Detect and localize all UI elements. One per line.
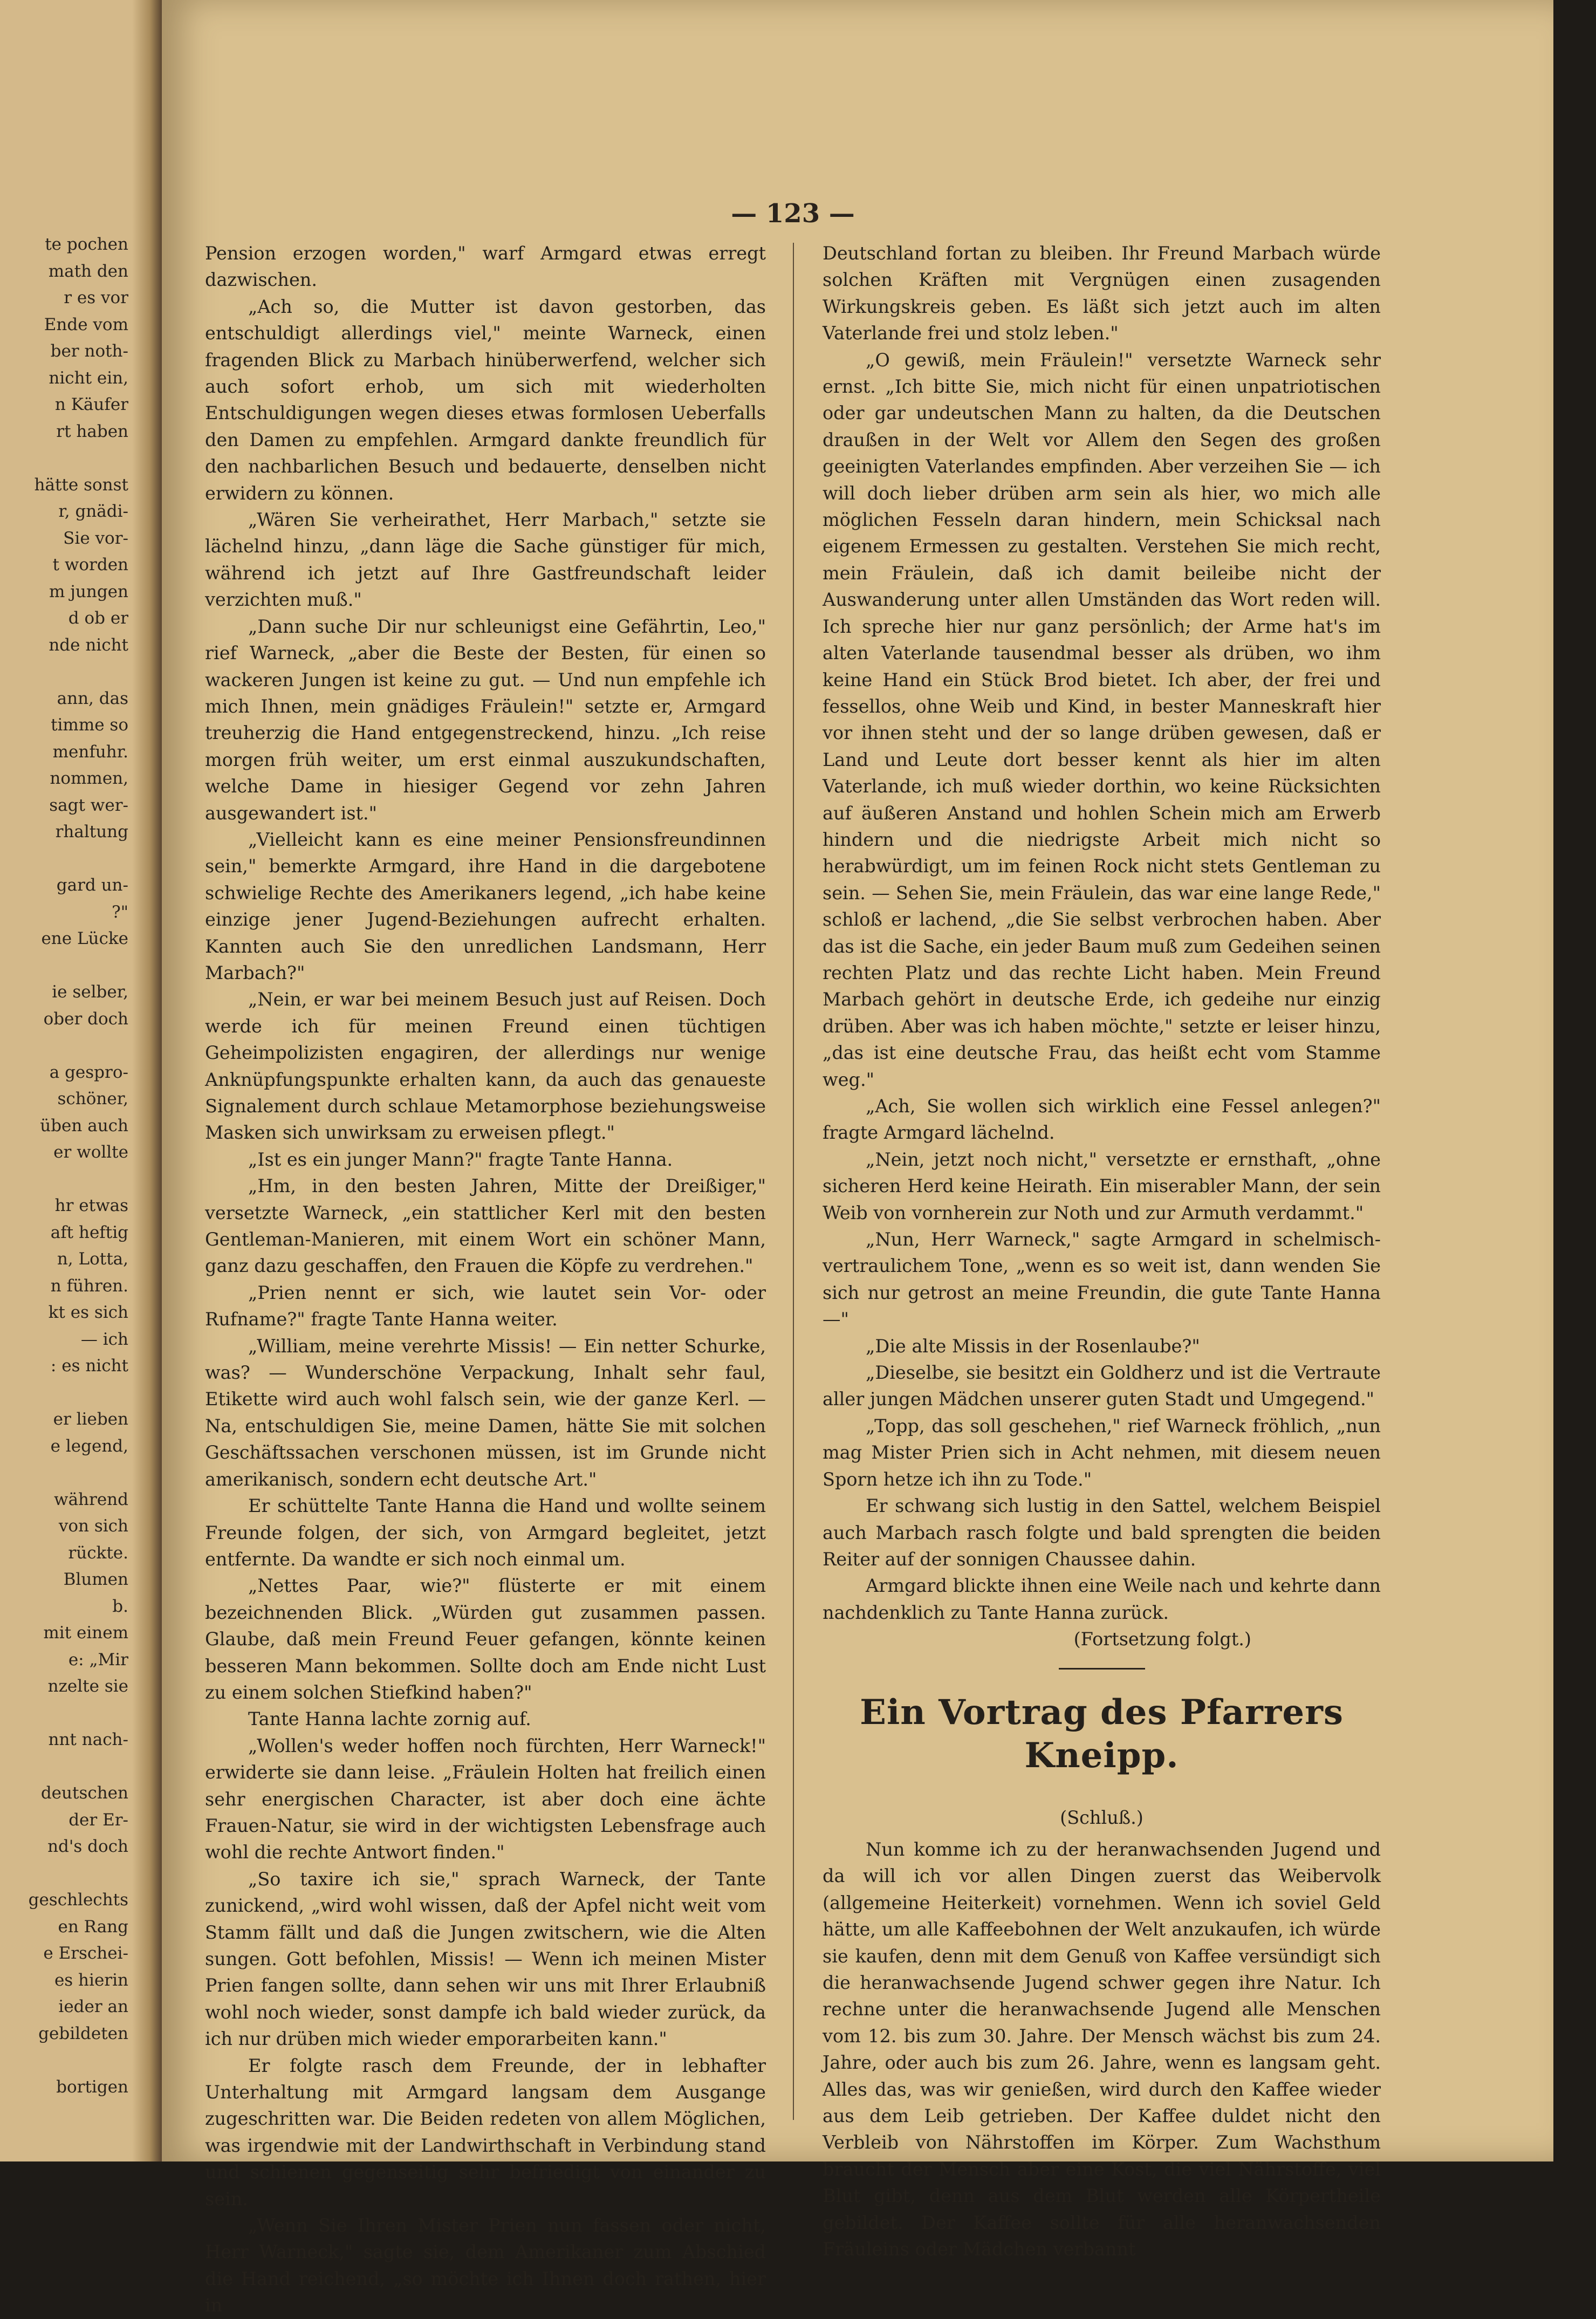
text-column-right: [823, 240, 1381, 2262]
left-line-fragment: m jungen: [49, 582, 128, 601]
left-line-fragment: n führen.: [50, 1276, 128, 1296]
left-line-fragment: b.: [112, 1596, 128, 1616]
left-line-fragment: er lieben: [53, 1410, 128, 1429]
left-line-fragment: kt es sich: [48, 1303, 128, 1322]
left-line-fragment: Blumen: [63, 1570, 128, 1589]
left-line-fragment: t worden: [52, 555, 128, 574]
left-line-fragment: rhaltung: [55, 822, 128, 842]
left-line-fragment: ?": [112, 902, 128, 922]
left-line-fragment: ene Lücke: [41, 929, 128, 948]
paragraph: „Topp, das soll geschehen," rief Warneck fröhlich, „nun mag Mister Prien sich in Acht nehmen, mit diesem neuen Sporn hetze ich ihn zu Tode.": [823, 1415, 1381, 1490]
left-line-fragment: von sich: [58, 1516, 128, 1536]
left-line-fragment: der Er-: [69, 1810, 128, 1830]
paragraph: „Nein, er war bei meinem Besuch just auf Reisen. Doch werde ich für meinen Freund einen tüchtigen Geheimpolizisten engagiren, der allerdings nur wenige Anknüpfungspunkte erhalten kann, da auch das genaueste Signalement durch schlaue Metamorphose beziehungsweise Masken sich unwirksam zu erweisen pflegt.": [205, 989, 766, 1144]
paragraph: Pension erzogen worden," warf Armgard etwas erregt dazwischen.: [205, 243, 766, 291]
left-line-fragment: er wollte: [53, 1143, 128, 1162]
left-line-fragment: nd's doch: [47, 1837, 128, 1856]
left-line-fragment: bortigen: [56, 2077, 128, 2097]
left-line-fragment: ober doch: [43, 1009, 128, 1029]
paragraph: „William, meine verehrte Missis! — Ein netter Schurke, was? — Wunderschöne Verpackung, Inhalt sehr faul, Etikette wird auch wohl falsch sein, wie der ganze Kerl. — Na, entschuldigen Sie, meine Damen, hätte Sie mit solchen Geschäftssachen verschonen müssen, ist im Grunde nicht amerikanisch, sondern echt deutsche Art.": [205, 1335, 766, 1490]
left-line-fragment: schöner,: [57, 1089, 128, 1109]
left-line-fragment: aft heftig: [50, 1222, 128, 1242]
left-line-fragment: ieder an: [58, 1997, 128, 2016]
paragraph: „Hm, in den besten Jahren, Mitte der Dreißiger," versetzte Warneck, „ein stattlicher Kerl mit den besten Gentleman-Manieren, mit einem Wort ein schöner Mann, ganz dazu geschaffen, den Frauen die Köpfe zu verdrehen.": [205, 1175, 766, 1277]
paragraph: „Vielleicht kann es eine meiner Pensionsfreundinnen sein," bemerkte Armgard, ihre Hand in die dargebotene schwielige Rechte des Amerikaners legend, „ich habe keine einzige jener Jugend-Beziehungen aufrecht erhalten. Kannten auch Sie den unredlichen Landsmann, Herr Marbach?": [205, 829, 766, 983]
paragraph: „Dieselbe, sie besitzt ein Goldherz und ist die Vertraute aller jungen Mädchen unserer guten Stadt und Umgegend.": [823, 1362, 1381, 1410]
left-line-fragment: — ich: [80, 1329, 128, 1349]
paragraph: „Nun, Herr Warneck," sagte Armgard in schelmisch-vertraulichem Tone, „wenn es so weit ist, dann wenden Sie sich nur getrost an meine Freundin, die gute Tante Hanna —": [823, 1229, 1381, 1330]
left-line-fragment: e Erschei-: [43, 1944, 128, 1963]
left-line-fragment: e: „Mir: [68, 1650, 128, 1670]
left-line-fragment: nde nicht: [49, 635, 128, 655]
left-line-fragment: math den: [48, 261, 128, 281]
continued-note: (Fortsetzung folgt.): [1073, 1629, 1251, 1650]
left-line-fragment: gard un-: [56, 875, 128, 895]
left-line-fragment: r es vor: [64, 288, 128, 307]
left-line-fragment: e legend,: [50, 1436, 128, 1456]
paragraph: Er schüttelte Tante Hanna die Hand und wollte seinem Freunde folgen, der sich, von Armgard begleitet, jetzt entfernte. Da wandte er sich noch einmal um.: [205, 1495, 766, 1570]
paragraph: „Nettes Paar, wie?" flüsterte er mit einem bezeichnenden Blick. „Würden gut zusammen passen. Glaube, daß mein Freund Feuer gefangen, könnte keinen besseren Mann bekommen. Sollte doch am Ende nicht Lust zu einem solchen Stiefkind haben?": [205, 1575, 766, 1703]
left-line-fragment: timme so: [51, 715, 128, 735]
left-line-fragment: ber noth-: [50, 341, 128, 361]
left-line-fragment: te pochen: [45, 235, 128, 254]
paragraph: „Prien nennt er sich, wie lautet sein Vor- oder Rufname?" fragte Tante Hanna weiter.: [205, 1282, 766, 1330]
left-line-fragment: r, gnädi-: [58, 502, 128, 521]
paragraph: „Die alte Missis in der Rosenlaube?": [866, 1335, 1200, 1357]
left-line-fragment: deutschen: [40, 1783, 128, 1803]
paragraph: Er folgte rasch dem Freunde, der in lebhafter Unterhaltung mit Armgard langsam dem Ausgange zugeschritten war. Die Beiden redeten von allem Möglichen, was irgendwie mit der Landwirthschaft in Verbindung stand und schienen gegenseitig sehr befriedigt von einander zu sein.: [205, 2055, 766, 2209]
paragraph: „Ist es ein junger Mann?" fragte Tante Hanna.: [248, 1148, 673, 1170]
left-line-fragment: hr etwas: [54, 1196, 128, 1215]
left-line-fragment: rückte.: [68, 1543, 128, 1563]
left-line-fragment: n Käufer: [54, 395, 128, 414]
article-subtitle: (Schluß.): [1060, 1807, 1143, 1828]
left-line-fragment: es hierin: [54, 1970, 128, 1990]
paragraph: „O gewiß, mein Fräulein!" versetzte Warneck sehr ernst. „Ich bitte Sie, mich nicht für einen unpatriotischen oder gar undeutschen Mann zu halten, da die Deutschen draußen in der Welt vor Allem den Segen des großen geeinigten Vaterlandes empfinden. Aber verzeihen Sie — ich will doch lieber drüben arm sein als hier, wo mich alle möglichen Fesseln daran hindern, mein Schicksal nach eigenem Ermessen zu gestalten. Verstehen Sie mich recht, mein Fräulein, daß ich damit beileibe nicht der Auswanderung unter allen Umständen das Wort reden will. Ich spreche hier nur ganz persönlich; der Arme hat's im alten Vaterlande tausendmal besser als drüben, wo ihm keine Hand ein Stück Brod bietet. Ich aber, der frei und fessellos, ohne Weib und Kind, in bester Manneskraft hier vor ihnen steht und der so lange drüben gewesen, daß er Land und Leute dort besser kennt als hier im alten Vaterlande, ich muß wieder dorthin, wo keine Rücksichten auf äußeren Anstand und hohlen Schein mich am Erwerb hindern und die niedrigste Arbeit mich nicht so herabwürdigt, um im feinen Rock nicht stets Gentleman zu sein. — Sehen Sie, mein Fräulein, das war eine lange Rede," schloß er lachend, „die Sie selbst verbrochen haben. Aber das ist die Sache, ein jeder Baum muß zum Gedeihen seinen rechten Platz und das rechte Licht haben. Mein Freund Marbach gehört in deutsche Erde, ich gedeihe nur einzig drüben. Aber was ich haben möchte," setzte er leiser hinzu, „das ist eine deutsche Frau, das heißt echt vom Stamme weg.": [823, 349, 1381, 1090]
story-continuation: [823, 240, 1381, 1626]
left-page: [0, 0, 162, 2161]
left-line-fragment: Ende vom: [44, 314, 128, 334]
left-line-fragment: üben auch: [40, 1116, 128, 1135]
left-line-fragment: : es nicht: [50, 1356, 128, 1376]
text-column-left: [205, 240, 766, 2319]
left-line-fragment: n, Lotta,: [57, 1249, 128, 1269]
left-line-fragment: nzelte sie: [47, 1677, 128, 1696]
paragraph: „Wollen's weder hoffen noch fürchten, Herr Warneck!" erwiderte sie dann leise. „Fräulein Holten hat freilich einen sehr energischen Character, ist aber doch eine ächte Frauen-Natur, sie wird in der wichtigsten Lebensfrage auch wohl die rechte Antwort finden.": [205, 1735, 766, 1863]
paragraph: Tante Hanna lachte zornig auf.: [248, 1708, 531, 1730]
left-line-fragment: menfuhr.: [52, 742, 128, 762]
left-line-fragment: en Rang: [58, 1917, 128, 1937]
paragraph: „Wenn Sie Ihren Mister Prien nun fassen oder nicht, Herr Warneck," sagte sie, dem Amerikaner zum Abschied die Hand reichend, „so möchte ich Ihnen doch rathen, hier in: [205, 2215, 766, 2316]
left-line-fragment: ie selber,: [52, 982, 128, 1002]
page-number: — 123 —: [731, 199, 855, 229]
book-gutter: [132, 0, 162, 2161]
left-line-fragment: während: [54, 1489, 128, 1509]
left-line-fragment: d ob er: [68, 608, 128, 628]
left-line-fragment: nommen,: [50, 769, 128, 788]
paragraph: Armgard blickte ihnen eine Weile nach und kehrte dann nachdenklich zu Tante Hanna zurück.: [823, 1575, 1381, 1623]
paragraph: „Wären Sie verheirathet, Herr Marbach," setzte sie lächelnd hinzu, „dann läge die Sache günstiger für mich, während ich jetzt auf Ihre Gastfreundschaft leider verzichten muß.": [205, 509, 766, 611]
left-line-fragment: ann, das: [57, 688, 128, 708]
column-divider: [793, 243, 794, 2120]
left-line-fragment: geschlechts: [28, 1890, 128, 1910]
left-line-fragment: gebildeten: [38, 2023, 128, 2043]
left-line-fragment: rt haben: [56, 421, 128, 441]
left-line-fragment: mit einem: [43, 1623, 128, 1643]
left-line-fragment: Sie vor-: [63, 528, 128, 548]
section-divider: [1059, 1668, 1145, 1670]
left-line-fragment: hätte sonst: [34, 475, 128, 495]
left-line-fragment: nnt nach-: [48, 1730, 128, 1749]
paragraph: Er schwang sich lustig in den Sattel, welchem Beispiel auch Marbach rasch folgte und bald sprengten die beiden Reiter auf der sonnigen Chaussee dahin.: [823, 1495, 1381, 1570]
paragraph: „Ach so, die Mutter ist davon gestorben, das entschuldigt allerdings viel," meinte Warneck, einen fragenden Blick zu Marbach hinüberwerfend, welcher sich auch sofort erhob, um sich mit wiederholten Entschuldigungen wegen dieses etwas formlosen Ueberfalls den Damen zu empfehlen. Armgard dankte freundlich für den nachbarlichen Besuch und bedauerte, denselben nicht erwidern zu können.: [205, 296, 766, 504]
paragraph: „So taxire ich sie," sprach Warneck, der Tante zunickend, „wird wohl wissen, daß der Apfel nicht weit vom Stamm fällt und daß die Jungen zwitschern, wie die Alten sungen. Gott befohlen, Missis! — Wenn ich meinen Mister Prien fangen sollte, dann sehen wir uns mit Ihrer Erlaubniß wohl noch wieder, sonst dampfe ich bald wieder zurück, da ich nur drüben mich wieder emporarbeiten kann.": [205, 1868, 766, 2050]
left-line-fragment: sagt wer-: [49, 795, 128, 815]
left-line-fragment: nicht ein,: [49, 368, 128, 388]
article-title: Ein Vortrag des Pfarrers Kneipp.: [860, 1692, 1344, 1776]
paragraph: „Nein, jetzt noch nicht," versetzte er ernsthaft, „ohne sicheren Herd keine Heirath. Ein miserabler Mann, der sein Weib von vornherein zur Noth und zur Armuth verdammt.": [823, 1148, 1381, 1223]
left-line-fragment: a gespro-: [49, 1062, 128, 1082]
article-paragraph: Nun komme ich zu der heranwachsenden Jugend und da will ich vor allen Dingen zuerst das Weibervolk (allgemeine Heiterkeit) vornehmen. Wenn ich soviel Geld hätte, um alle Kaffeebohnen der Welt anzukaufen, ich würde sie kaufen, denn mit dem Genuß von Kaffee versündigt sich die heranwachsende Jugend schwer gegen ihre Natur. Ich rechne unter die heranwachsende Jugend alle Menschen vom 12. bis zum 30. Jahre. Der Mensch wächst bis zum 24. Jahre, oder auch bis zum 26. Jahre, wenn es langsam geht. Alles das, was wir genießen, wird durch den Kaffee wieder aus dem Leib getrieben. Der Kaffee duldet nicht den Verbleib von Nährstoffen im Körper. Zum Wachsthum braucht der Mensch aber eine Kost, die viel Nährstoffe, viel Blut gibt, denn aus dem Blut werden alle Körpertheile gebildet. Der Kaffee sollte für alle heranwachsenden Fräuleins oder Mädchen verbannt: [823, 1838, 1381, 2260]
paragraph: „Ach, Sie wollen sich wirklich eine Fessel anlegen?" fragte Armgard lächelnd.: [823, 1096, 1381, 1144]
paragraph: Deutschland fortan zu bleiben. Ihr Freund Marbach würde solchen Kräften mit Vergnügen einen zusagenden Wirkungskreis geben. Es läßt sich jetzt auch im alten Vaterlande frei und stolz leben.": [823, 243, 1381, 344]
paragraph: „Dann suche Dir nur schleunigst eine Gefährtin, Leo," rief Warneck, „aber die Beste der Besten, für einen so wackeren Jungen ist keine zu gut. — Und nun empfehle ich mich Ihnen, mein gnädiges Fräulein!" setzte er, Armgard treuherzig die Hand entgegenstreckend, hinzu. „Ich reise morgen früh weiter, um erst einmal auszukundschaften, welche Dame in hiesiger Gegend vor zehn Jahren ausgewandert ist.": [205, 615, 766, 824]
